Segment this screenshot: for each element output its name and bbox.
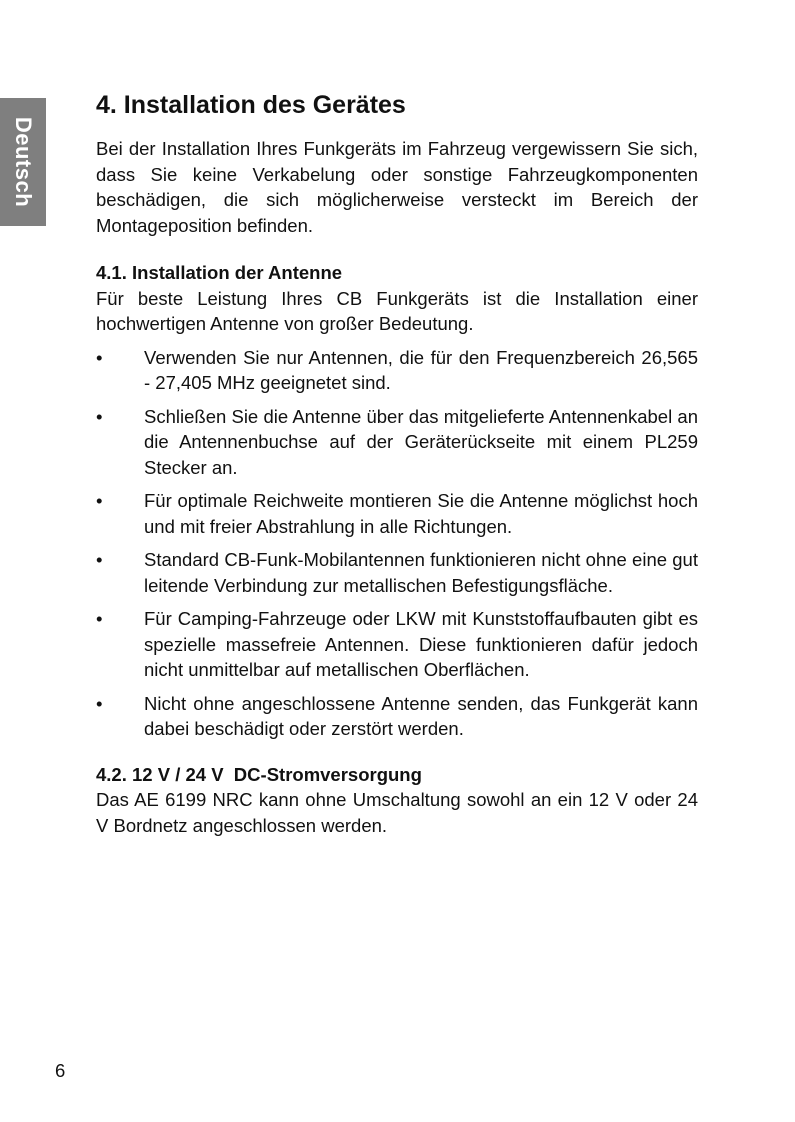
bullet-icon: • bbox=[96, 490, 103, 511]
list-item bbox=[96, 404, 698, 481]
list-item bbox=[96, 547, 698, 598]
bullet-icon: • bbox=[96, 346, 103, 368]
page-number: 6 bbox=[55, 1060, 66, 1081]
list-item bbox=[96, 606, 698, 683]
power-paragraph: Das AE 6199 NRC kann ohne Umschaltung sowohl an ein 12 V oder 24 V Bordnetz angeschlossen werden. bbox=[96, 789, 698, 836]
list-item-text: Verwenden Sie nur Antennen, die für den Frequenzbereich 26,565 - 27,405 MHz geeignetet sind. bbox=[144, 346, 698, 393]
list-item-text: Standard CB-Funk-Mobilantennen funktionieren nicht ohne eine gut leitende Verbindung zur metallischen Befestigungsfläche. bbox=[144, 549, 698, 596]
subsection-title-antenna: 4.1. Installation der Antenne bbox=[96, 262, 343, 283]
bullet-icon: • bbox=[96, 405, 103, 427]
section-title: 4. Installation des Gerätes bbox=[96, 91, 406, 119]
antenna-bullet-list bbox=[96, 345, 698, 742]
language-tab-label: Deutsch bbox=[11, 116, 37, 208]
bullet-icon: • bbox=[96, 692, 103, 714]
bullet-icon: • bbox=[96, 608, 103, 629]
page-content bbox=[96, 88, 698, 838]
list-item-text: Für optimale Reichweite montieren Sie die Antenne möglichst hoch und mit freier Abstrahlung in alle Richtungen. bbox=[144, 490, 698, 537]
list-item bbox=[96, 345, 698, 396]
list-item-text: Nicht ohne angeschlossene Antenne senden, das Funkgerät kann dabei beschädigt oder zerstört werden. bbox=[144, 692, 698, 739]
subsection-title-power: 4.2. 12 V / 24 V DC-Stromversorgung bbox=[96, 763, 422, 785]
list-item-text: Für Camping-Fahrzeuge oder LKW mit Kunststoffaufbauten gibt es spezielle massefreie Antennen. Diese funktionieren dafür jedoch nicht unmittelbar auf metallischen Oberflächen. bbox=[144, 608, 698, 680]
language-tab bbox=[0, 98, 46, 226]
bullet-icon: • bbox=[96, 549, 103, 570]
list-item bbox=[96, 691, 698, 742]
list-item-text: Schließen Sie die Antenne über das mitgelieferte Antennenkabel an die Antennenbuchse auf der Geräterückseite mit einem PL259 Stecker an. bbox=[144, 405, 698, 478]
intro-paragraph: Bei der Installation Ihres Funkgeräts im Fahrzeug vergewissern Sie sich, dass Sie keine Verkabelung oder sonstige Fahrzeugkomponenten beschädigen, die sich möglicherweise versteckt im Bereich der Montageposition befinden. bbox=[96, 138, 698, 236]
antenna-paragraph: Für beste Leistung Ihres CB Funkgeräts ist die Installation einer hochwertigen Antenne von großer Bedeutung. bbox=[96, 287, 698, 334]
list-item bbox=[96, 488, 698, 539]
